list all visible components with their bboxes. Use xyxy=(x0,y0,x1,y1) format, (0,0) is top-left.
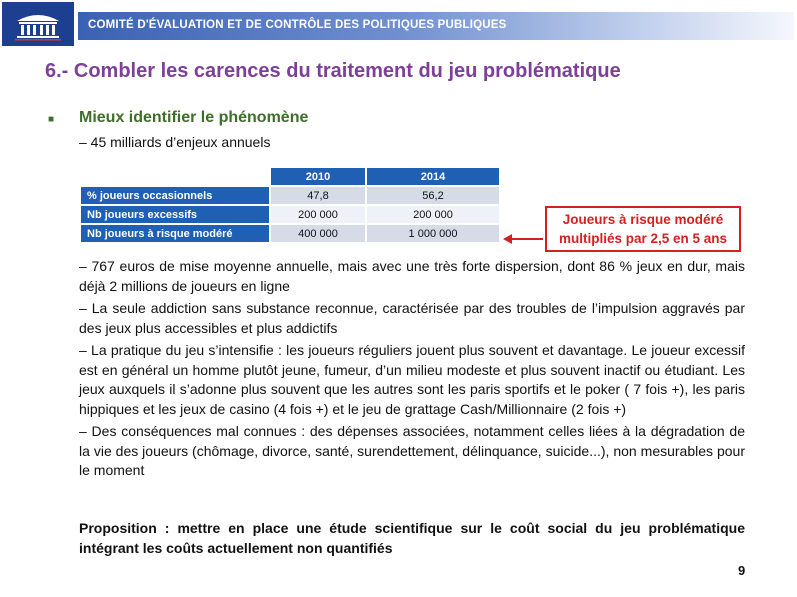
callout-line-2: multipliés par 2,5 en 5 ans xyxy=(558,231,728,246)
cell-2014: 1 000 000 xyxy=(367,225,499,242)
table-header-empty xyxy=(81,168,269,185)
table-row xyxy=(81,225,499,242)
table-header-row xyxy=(81,168,499,185)
table-row xyxy=(81,187,499,204)
cell-2014: 200 000 xyxy=(367,206,499,223)
cell-2010: 47,8 xyxy=(271,187,365,204)
arrow-left-icon xyxy=(503,232,543,246)
table-header-2010: 2010 xyxy=(271,168,365,185)
proposal-text: Proposition : mettre en place une étude scientifique sur le coût social du jeu problématique intégrant les coûts actuellement non quantifiés xyxy=(79,520,745,556)
risk-callout xyxy=(545,206,741,252)
assemblee-nationale-logo-icon xyxy=(11,7,65,41)
table-row xyxy=(81,206,499,223)
cell-2010: 200 000 xyxy=(271,206,365,223)
stakes-line: – 45 milliards d’enjeux annuels xyxy=(79,134,271,150)
row-label: % joueurs occasionnels xyxy=(81,187,269,204)
paragraph: – 767 euros de mise moyenne annuelle, mais avec une très forte dispersion, dont 86 % jeux en dur, mais déjà 2 millions de joueurs en ligne xyxy=(79,258,745,294)
section-heading: Mieux identifier le phénomène xyxy=(79,109,309,126)
cell-2010: 400 000 xyxy=(271,225,365,242)
table-header-2014: 2014 xyxy=(367,168,499,185)
paragraph: – La seule addiction sans substance reconnue, caractérisée par des troubles de l’impulsion aggravés par des jeux plus accessibles et plus addictifs xyxy=(79,300,745,336)
cell-2014: 56,2 xyxy=(367,187,499,204)
paragraph: – La pratique du jeu s’intensifie : les joueurs réguliers jouent plus souvent et davantage. Le joueur excessif est en général un homme plutôt jeune, fumeur, d’un milieu modeste et plus souvent inactif ou étudiant. Les jeux auxquels il s’adonne plus souvent que les autres sont les paris sportifs et le poker ( 7 fois +), les paris hippiques et les jeux de casino (4 fois +) et le jeu de grattage Cash/Millionnaire (2 fois +) xyxy=(79,342,745,417)
page-number: 9 xyxy=(738,563,746,578)
assemblee-logo xyxy=(2,2,74,46)
bullet-square-icon: ■ xyxy=(48,114,55,125)
stats-table xyxy=(79,166,501,244)
row-label: Nb joueurs à risque modéré xyxy=(81,225,269,242)
row-label: Nb joueurs excessifs xyxy=(81,206,269,223)
callout-line-1: Joueurs à risque modéré xyxy=(562,212,724,227)
header-band xyxy=(78,12,794,40)
header-title: COMITÉ D'ÉVALUATION ET DE CONTRÔLE DES POLITIQUES PUBLIQUES xyxy=(88,19,507,31)
body-paragraphs xyxy=(79,257,745,484)
slide-title: 6.- Combler les carences du traitement du jeu problématique xyxy=(45,60,621,82)
paragraph: – Des conséquences mal connues : des dépenses associées, notamment celles liées à la dégradation de la vie des joueurs (chômage, divorce, santé, surendettement, délinquance, suicide...), non mesurables pour le moment xyxy=(79,423,745,478)
